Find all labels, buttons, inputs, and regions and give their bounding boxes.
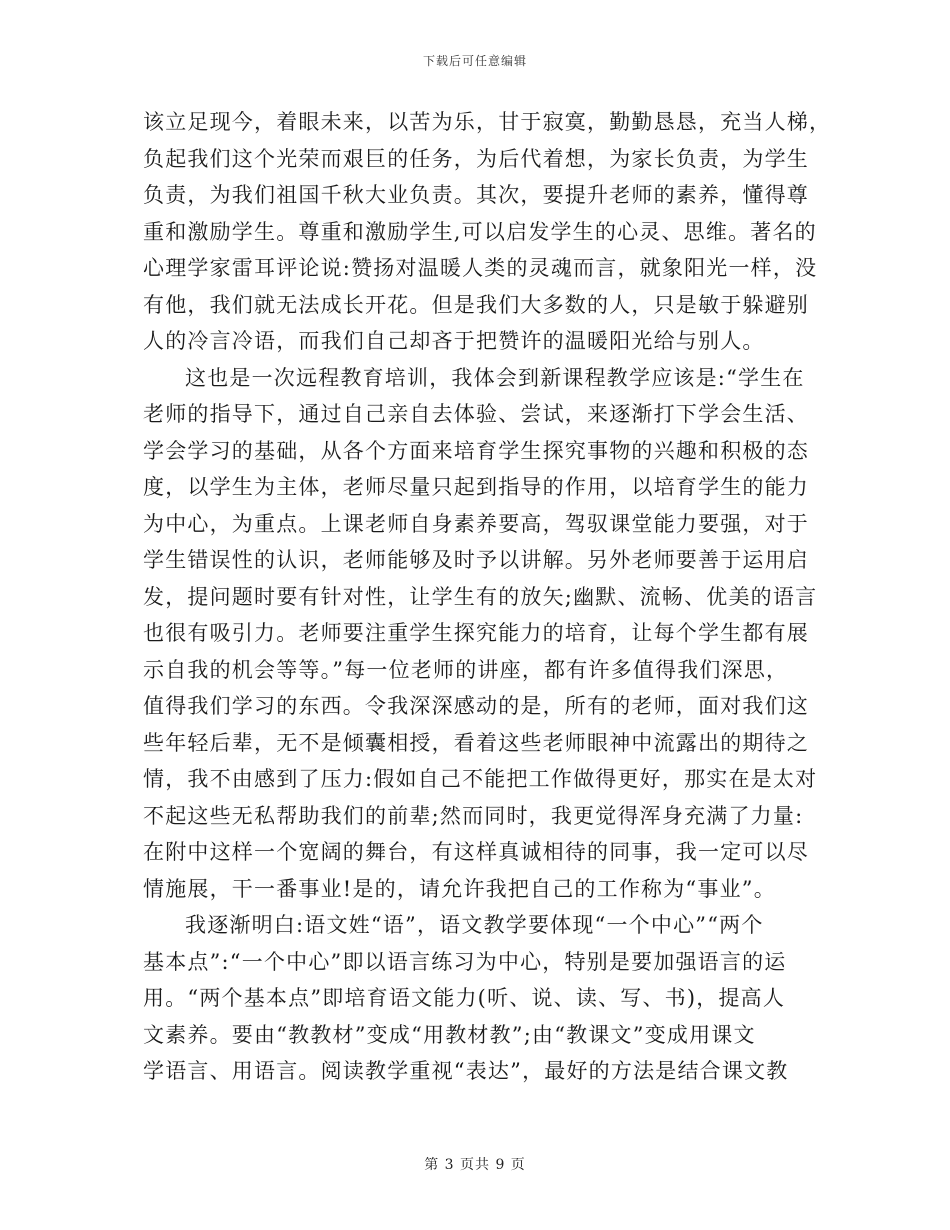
text-line: 用。“两个基本点”即培育语文能力(听、说、读、写、书)，提高人 [143, 986, 786, 1010]
paragraph-first-line: 这也是一次远程教育培训，我体会到新课程教学应该是:“学生在 [185, 365, 805, 390]
text-line: 心理学家雷耳评论说:赞扬对温暖人类的灵魂而言，就象阳光一样，没 [143, 256, 818, 280]
text-line: 学语言、用语言。阅读教学重视“表达”，最好的方法是结合课文教 [143, 1059, 789, 1083]
text-line: 度，以学生为主体，老师尽量只起到指导的作用，以培育学生的能力 [143, 475, 809, 499]
text-line: 情，我不由感到了压力:假如自己不能把工作做得更好，那实在是太对 [143, 767, 818, 791]
text-line: 值得我们学习的东西。令我深深感动的是，所有的老师，面对我们这 [143, 694, 809, 718]
text-line: 学会学习的基础，从各个方面来培育学生探究事物的兴趣和积极的态 [143, 438, 809, 463]
text-line: 学生错误性的认识，老师能够及时予以讲解。另外老师要善于运用启 [143, 548, 809, 572]
text-line: 示自我的机会等等。”每一位老师的讲座，都有许多值得我们深思， [143, 657, 789, 682]
text-line: 在附中这样一个宽阔的舞台，有这样真诚相待的同事，我一定可以尽 [143, 840, 809, 864]
text-line: 不起这些无私帮助我们的前辈;然而同时，我更觉得浑身充满了力量: [143, 803, 804, 828]
text-line: 该立足现今，着眼未来，以苦为乐，甘于寂寞，勤勤恳恳，充当人梯， [143, 110, 832, 134]
text-line: 情施展，干一番事业!是的，请允许我把自己的工作称为“事业”。 [143, 876, 776, 901]
text-line: 有他，我们就无法成长开花。但是我们大多数的人，只是敏于躲避别 [143, 292, 809, 317]
text-line: 也很有吸引力。老师要注重学生探究能力的培育，让每个学生都有展 [143, 621, 809, 645]
text-line: 人的冷言冷语，而我们自己却吝于把赞许的温暖阳光给与别人。 [143, 329, 765, 353]
text-line: 老师的指导下，通过自己亲自去体验、尝试，来逐渐打下学会生活、 [143, 402, 809, 426]
text-line: 文素养。要由“教教材”变成“用教材教”;由“教课文”变成用课文 [143, 1022, 756, 1047]
text-line: 负责，为我们祖国千秋大业负责。其次，要提升老师的素养，懂得尊 [143, 183, 809, 207]
text-line: 负起我们这个光荣而艰巨的任务，为后代着想，为家长负责，为学生 [143, 146, 809, 171]
text-line: 重和激励学生。尊重和激励学生,可以启发学生的心灵、思维。著名的 [143, 219, 817, 244]
text-line: 些年轻后辈，无不是倾囊相授，看着这些老师眼神中流露出的期待之 [143, 730, 809, 755]
paragraph-first-line: 我逐渐明白:语文姓“语”，语文教学要体现“一个中心”“两个 [185, 913, 764, 937]
page-header: 下载后可任意编辑 [422, 54, 527, 68]
text-line: 发，提问题时要有针对性，让学生有的放矢;幽默、流畅、优美的语言 [143, 584, 818, 609]
document-body [143, 104, 832, 1090]
text-line: 基本点”:“一个中心”即以语言练习为中心，特别是要加强语言的运 [143, 949, 787, 974]
page-footer: 第 3 页共 9 页 [424, 1157, 526, 1173]
text-line: 为中心，为重点。上课老师自身素养要高，驾驭课堂能力要强，对于 [143, 511, 809, 536]
